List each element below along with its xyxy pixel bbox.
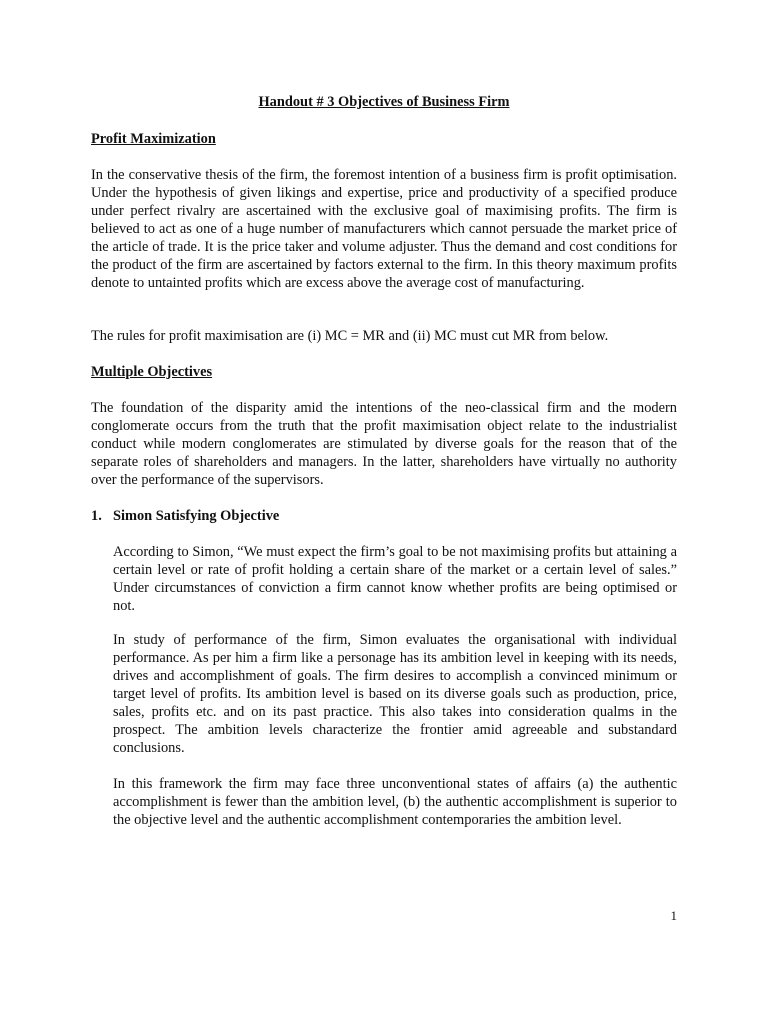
section-heading-profit-maximization: Profit Maximization xyxy=(91,131,216,147)
paragraph-simon-performance: In study of performance of the firm, Simon evaluates the organisational with individual performance. As per him a firm like a personage has its ambition level in keeping with its needs, drives and accomplishment of goals. The firm desires to accomplish a convinced minimum or target level of profits. Its ambition level is based on its diverse goals such as production, price, sales, profits etc. and on its past practice. This also takes into consideration qualms in the prospect. The ambition levels characterize the frontier amid agreeable and substandard conclusions. xyxy=(113,632,677,756)
page-number: 1 xyxy=(670,908,677,923)
paragraph-multiple-objectives: The foundation of the disparity amid the intentions of the neo-classical firm and the modern conglomerate occurs from the truth that the profit maximisation object relate to the industrialist conduct while modern conglomerates are stimulated by diverse goals for the reason that of the separate roles of shareholders and managers. In the latter, shareholders have virtually no authority over the performance of the supervisors. xyxy=(91,400,677,488)
paragraph-profit-maximization: In the conservative thesis of the firm, the foremost intention of a business firm is profit optimisation. Under the hypothesis of given likings and expertise, price and productivity of a specified produce under perfect rivalry are ascertained with the exclusive goal of maximising profits. The firm is believed to act as one of a huge number of manufacturers which cannot persuade the market price of the article of trade. It is the price taker and volume adjuster. Thus the demand and cost conditions for the product of the firm are ascertained by factors external to the firm. In this theory maximum profits denote to untainted profits which are excess above the average cost of manufacturing. xyxy=(91,167,677,291)
subsection-title: Simon Satisfying Objective xyxy=(113,508,280,524)
subsection-heading-simon xyxy=(91,507,279,525)
section-heading-multiple-objectives: Multiple Objectives xyxy=(91,364,213,380)
paragraph-simon-framework: In this framework the firm may face three unconventional states of affairs (a) the authentic accomplishment is fewer than the ambition level, (b) the authentic accomplishment is superior to the objective level and the authentic accomplishment contemporaries the ambition level. xyxy=(113,776,677,828)
subsection-number: 1. xyxy=(91,508,102,524)
document-title: Handout # 3 Objectives of Business Firm xyxy=(258,94,510,110)
paragraph-profit-rules: The rules for profit maximisation are (i) MC = MR and (ii) MC must cut MR from below. xyxy=(91,328,609,344)
paragraph-simon-quote: According to Simon, “We must expect the firm’s goal to be not maximising profits but attaining a certain level or rate of profit holding a certain share of the market or a certain level of sales.” Under circumstances of conviction a firm cannot know whether profits are being optimised or not. xyxy=(113,544,677,614)
